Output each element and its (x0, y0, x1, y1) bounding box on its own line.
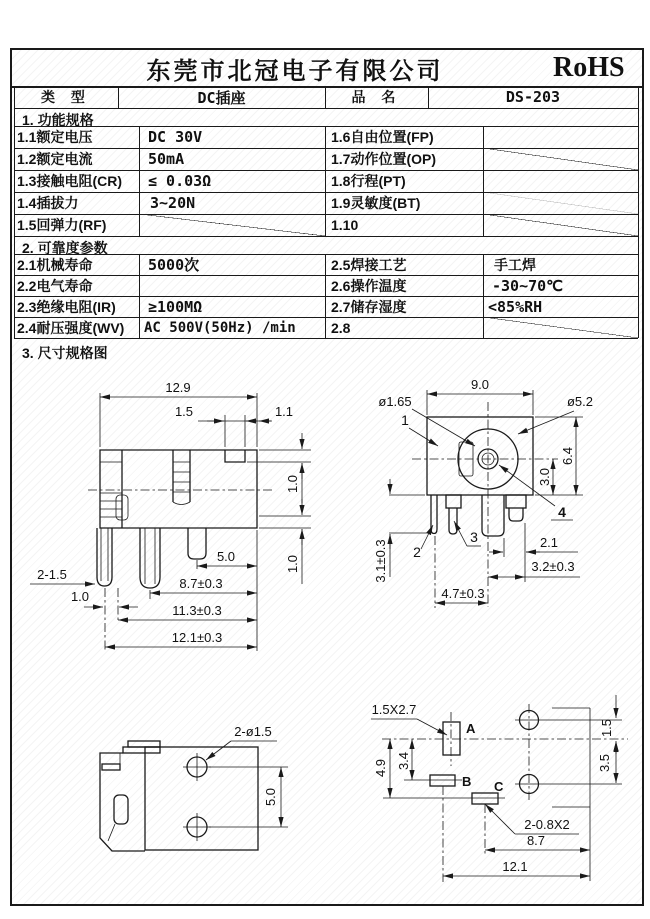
spec-value: 5000次 (148, 256, 200, 274)
product-name-label: 品 名 (351, 89, 402, 105)
callout-1: 1 (401, 412, 409, 428)
rohs-mark: RoHS (553, 52, 625, 83)
spec-label: 2.8 (331, 319, 351, 336)
dim-11-3: 11.3±0.3 (172, 603, 222, 618)
dim-gap: 1.0 (70, 589, 90, 604)
dim-height: 6.4 (560, 446, 575, 466)
dim-holes: 2-ø1.5 (234, 724, 272, 739)
section2-title: 2. 可靠度参数 (22, 240, 108, 256)
spec-label: 1.3接触电阻(CR) (17, 173, 123, 189)
spec-label: 1.8行程(PT) (331, 173, 406, 189)
spec-label: 1.7动作位置(OP) (331, 151, 437, 167)
spec-label: 2.5焊接工艺 (331, 256, 407, 273)
spec-label: 2.6操作温度 (331, 277, 407, 294)
spec-value: ≤ 0.03Ω (148, 172, 212, 190)
callout-2: 2 (413, 544, 421, 560)
spec-label: 1.10 (331, 217, 359, 233)
spec-label: 2.1机械寿命 (17, 256, 93, 273)
dim-3-5: 3.5 (597, 753, 612, 773)
dim-4-7: 4.7±0.3 (441, 586, 485, 601)
spec-value: -30~70℃ (492, 276, 564, 295)
dim-12-1: 12.1±0.3 (171, 630, 223, 645)
dim-3-2: 3.2±0.3 (531, 559, 575, 574)
spec-value: 3~20N (150, 194, 196, 212)
dim-12-1: 12.1 (502, 859, 528, 874)
type-label: 类 型 (41, 89, 91, 105)
dim-barrel-dia: ø5.2 (566, 394, 594, 409)
dim-3-1: 3.1±0.3 (373, 539, 388, 583)
spec-label: 2.3绝缘电阻(IR) (17, 298, 116, 315)
dim-depth-top: 1.0 (285, 474, 300, 494)
dim-3-4: 3.4 (396, 751, 411, 771)
dim-1-5: 1.5 (599, 718, 614, 738)
dim-8-7: 8.7±0.3 (179, 576, 223, 591)
spec-value: ≥100MΩ (148, 297, 203, 316)
dim-edge: 1.1 (274, 404, 294, 419)
dim-slot-a: 1.5X2.7 (371, 702, 417, 717)
dim-4-9: 4.9 (373, 758, 388, 778)
type-value: DC插座 (197, 88, 246, 107)
spec-label: 1.5回弹力(RF) (17, 217, 107, 233)
dim-depth-bot: 1.0 (285, 554, 300, 574)
pcb-footprint-drawing (371, 695, 628, 882)
side-view-drawing (30, 380, 311, 651)
dim-notch: 1.5 (174, 404, 194, 419)
spec-label: 1.4插拔力 (17, 195, 79, 211)
section3-title: 3. 尺寸规格图 (22, 345, 108, 361)
callout-4: 4 (558, 504, 566, 520)
company-name: 东莞市北冠电子有限公司 (146, 58, 444, 85)
callout-3: 3 (470, 529, 478, 545)
spec-label: 2.4耐压强度(WV) (17, 319, 125, 336)
front-view-drawing (373, 377, 593, 608)
dim-pitch: 5.0 (263, 787, 278, 807)
spec-value: 50mA (148, 150, 185, 168)
spec-value: 手工焊 (494, 256, 536, 273)
callout-a: A (466, 721, 476, 736)
spec-value: DC 30V (148, 128, 203, 146)
spec-value: AC 500V(50Hz) /min (144, 319, 296, 336)
section1-title: 1. 功能规格 (22, 112, 94, 128)
spec-value: <85%RH (488, 297, 543, 316)
dim-8-7: 8.7 (526, 833, 546, 848)
spec-label: 1.1额定电压 (17, 129, 93, 145)
profile-view-drawing (100, 724, 288, 851)
dim-width: 9.0 (470, 377, 490, 392)
dim-pins: 2-1.5 (37, 567, 67, 582)
dim-pin-dia: ø1.65 (378, 394, 412, 409)
spec-label: 2.7储存湿度 (331, 298, 407, 315)
spec-label: 1.9灵敏度(BT) (331, 195, 421, 211)
dim-width: 12.9 (165, 380, 191, 395)
dim-center-height: 3.0 (537, 467, 552, 487)
callout-b: B (462, 774, 472, 789)
product-name-value: DS-203 (505, 88, 561, 106)
callout-c: C (494, 779, 504, 794)
spec-label: 1.6自由位置(FP) (331, 129, 434, 145)
dim-2-1: 2.1 (539, 535, 559, 550)
spec-label: 2.2电气寿命 (17, 277, 93, 294)
spec-label: 1.2额定电流 (17, 151, 93, 167)
dim-5: 5.0 (216, 549, 236, 564)
dim-slots: 2-0.8X2 (524, 817, 570, 832)
